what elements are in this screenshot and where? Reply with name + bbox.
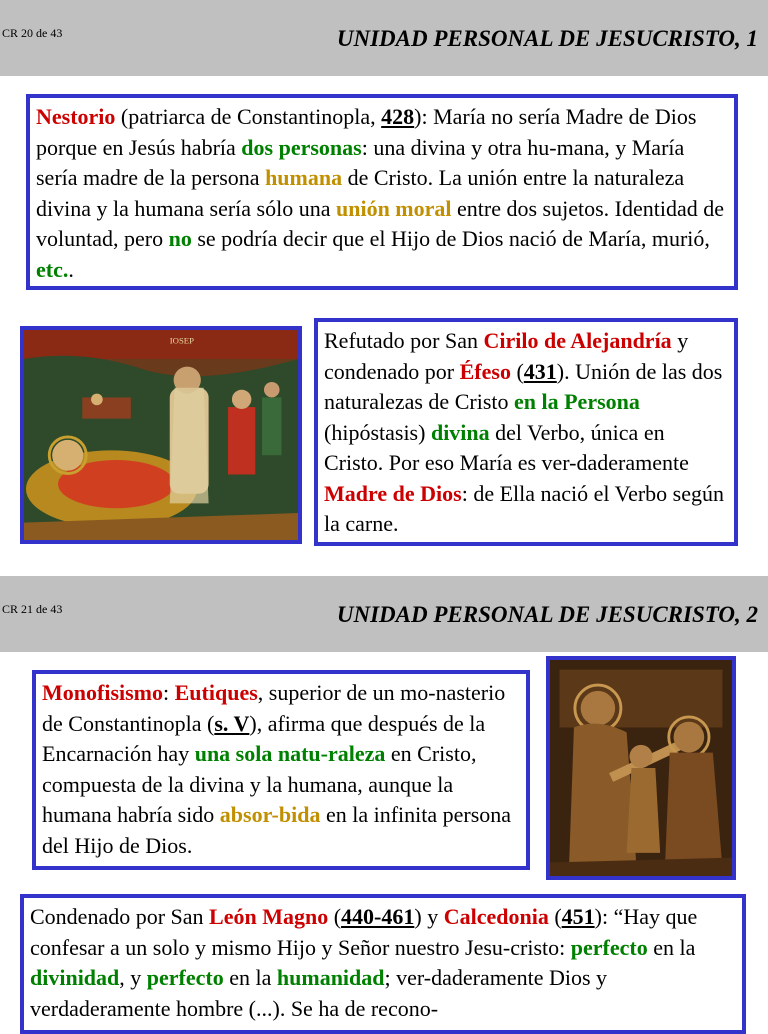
- monofisismo-text-box: [32, 670, 530, 870]
- text-fragment: :: [163, 680, 175, 705]
- text-fragment: de Cristo. La unión entre la naturaleza divina y la humana sería sólo una: [36, 165, 685, 221]
- term-calcedonia: Calcedonia: [443, 904, 549, 929]
- term-perfecto: perfecto: [570, 934, 648, 960]
- term-monofisismo: Monofisismo: [42, 680, 163, 705]
- year-451: 451: [561, 904, 595, 929]
- years-440-461: 440-461: [341, 904, 415, 929]
- nestorio-text-box: [26, 94, 738, 290]
- text-fragment: y condenado por: [324, 328, 689, 384]
- text-fragment: Refutado por San: [324, 328, 484, 353]
- text-fragment: (: [328, 904, 342, 929]
- calcedonia-text-box: [20, 894, 746, 1034]
- text-fragment: , y: [119, 965, 147, 990]
- slide-header-2: [0, 576, 768, 652]
- text-fragment: ) y: [414, 904, 444, 929]
- slide-title: UNIDAD PERSONAL DE JESUCRISTO, 2: [336, 602, 758, 627]
- term-dos-personas: dos personas: [241, 134, 362, 160]
- term-humanidad: humanidad: [276, 965, 385, 990]
- painting-caption: IOSEP: [169, 335, 194, 346]
- term-divinidad: divinidad: [30, 965, 120, 990]
- text-fragment: en la infinita persona del Hijo de Dios.: [42, 802, 512, 858]
- text-fragment: ): “Hay que confesar a un solo y mismo Hijo y Señor nuestro Jesu-cristo:: [30, 904, 698, 960]
- text-fragment: del Verbo, única en Cristo. Por eso María es ver-daderamente: [324, 419, 689, 475]
- text-fragment: se podría decir que el Hijo de Dios nació de María, murió,: [191, 226, 710, 251]
- term-nestorio: Nestorio: [36, 104, 116, 129]
- text-fragment: (patriarca de Constantinopla,: [115, 104, 382, 129]
- text-fragment: en la: [223, 965, 277, 990]
- holy-family-sculpture-image: [546, 656, 736, 880]
- term-una-sola-naturaleza: una sola natu-raleza: [194, 741, 386, 766]
- year-431: 431: [523, 358, 557, 384]
- text-fragment: entre dos sujetos. Identidad de voluntad, pero: [36, 195, 725, 251]
- text-fragment: : una divina y otra hu-mana, y María sería madre de la persona: [36, 134, 685, 190]
- term-divina: divina: [430, 419, 490, 445]
- text-fragment: (hipóstasis): [324, 419, 431, 445]
- slide-title: UNIDAD PERSONAL DE JESUCRISTO, 1: [336, 26, 758, 51]
- text-fragment: , superior de un mo-nasterio de Constantinopla (: [42, 680, 506, 736]
- term-en-la-persona: en la Persona: [514, 389, 640, 414]
- term-efeso: Éfeso: [459, 358, 511, 384]
- term-leon-magno: León Magno: [209, 904, 329, 929]
- term-perfecto: perfecto: [146, 965, 224, 990]
- term-humana: humana: [265, 165, 343, 190]
- term-union-moral: unión moral: [335, 195, 452, 221]
- slide-counter: CR 20 de 43: [2, 26, 63, 40]
- text-fragment: (: [548, 904, 562, 929]
- century-s-v: s. V: [214, 710, 250, 736]
- text-fragment: (: [510, 358, 524, 384]
- slide-counter: CR 21 de 43: [2, 602, 63, 616]
- term-madre-de-dios: Madre de Dios: [324, 480, 462, 506]
- text-fragment: ). Unión de las dos naturalezas de Cristo: [324, 358, 723, 414]
- text-fragment: en la: [647, 934, 696, 960]
- cirilo-text-box: [314, 318, 738, 546]
- text-fragment: ), afirma que después de la Encarnación hay: [42, 710, 486, 766]
- slide-header-1: [0, 0, 768, 76]
- year-428: 428: [381, 104, 415, 129]
- term-eutiques: Eutiques: [174, 680, 258, 705]
- text-fragment: : de Ella nació el Verbo según la carne.: [324, 480, 724, 536]
- text-fragment: Condenado por San: [30, 904, 210, 929]
- term-cirilo: Cirilo de Alejandría: [483, 328, 672, 353]
- term-absorbida: absor-bida: [219, 802, 321, 827]
- term-no: no: [168, 226, 192, 251]
- text-fragment: en Cristo, compuesta de la divina y la humana, aunque la humana habría sido: [42, 741, 477, 827]
- text-fragment: ): María no sería Madre de Dios porque en Jesús habría: [36, 104, 697, 160]
- text-fragment: .: [68, 256, 74, 282]
- nativity-painting-image: [20, 326, 302, 544]
- term-etc: etc.: [36, 256, 69, 282]
- text-fragment: ; ver-daderamente Dios y verdaderamente hombre (...). Se ha de recono-: [30, 965, 608, 1021]
